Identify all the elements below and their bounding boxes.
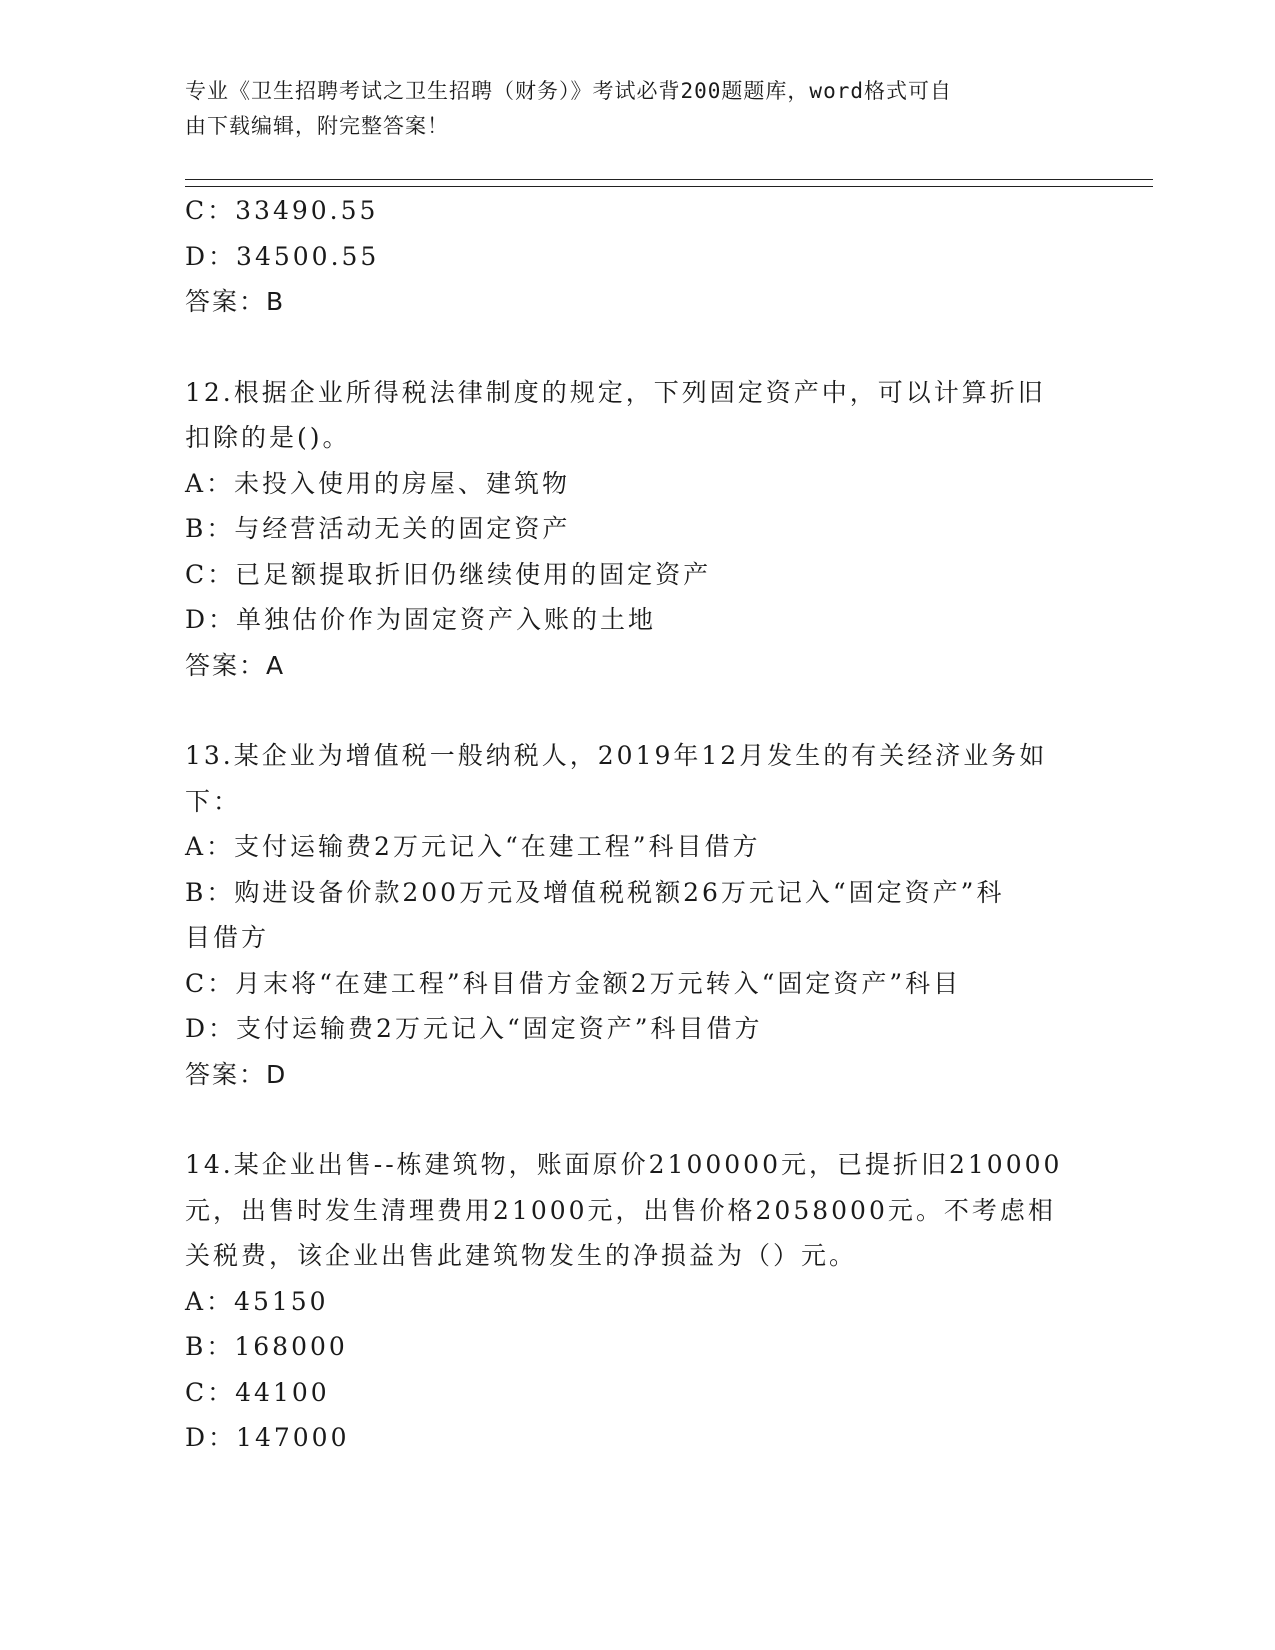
option-a: A：支付运输费2万元记入“在建工程”科目借方 xyxy=(185,832,761,861)
page-header xyxy=(185,74,1065,144)
option-d: D：单独估价作为固定资产入账的土地 xyxy=(185,605,657,634)
answer-line: 答案：B xyxy=(185,287,286,316)
spacer xyxy=(185,688,1085,733)
question-stem-continued: 扣除的是()。 xyxy=(185,423,351,452)
question-stem: 13.某企业为增值税一般纳税人，2019年12月发生的有关经济业务如 xyxy=(185,741,1048,770)
previous-question xyxy=(185,188,1085,325)
option-c: C：44100 xyxy=(185,1377,330,1407)
question-stem-continued: 关税费，该企业出售此建筑物发生的净损益为（）元。 xyxy=(185,1241,858,1270)
question-stem: 12.根据企业所得税法律制度的规定，下列固定资产中，可以计算折旧 xyxy=(185,377,1046,407)
header-line-1: 专业《卫生招聘考试之卫生招聘（财务）》考试必背200题题库，word格式可自 xyxy=(185,79,952,103)
option-a: A：45150 xyxy=(185,1286,329,1316)
option-b: B：与经营活动无关的固定资产 xyxy=(185,514,571,543)
option-c: C：月末将“在建工程”科目借方金额2万元转入“固定资产”科目 xyxy=(185,968,962,998)
question-12 xyxy=(185,370,1085,689)
question-13 xyxy=(185,733,1085,1097)
question-stem: 14.某企业出售--栋建筑物，账面原价2100000元，已提折旧210000 xyxy=(185,1150,1063,1179)
option-c: C：已足额提取折旧仍继续使用的固定资产 xyxy=(185,559,712,589)
option-b: B：168000 xyxy=(185,1332,348,1361)
option-d: D：支付运输费2万元记入“固定资产”科目借方 xyxy=(185,1014,763,1043)
question-stem-continued: 下： xyxy=(185,786,242,816)
option-b: B：购进设备价款200万元及增值税税额26万元记入“固定资产”科 xyxy=(185,877,1005,907)
question-list xyxy=(185,188,1085,1461)
header-divider xyxy=(185,179,1153,187)
option-b-continued: 目借方 xyxy=(185,923,270,952)
question-14 xyxy=(185,1142,1085,1461)
answer-line: 答案：A xyxy=(185,650,286,680)
option-c: C：33490.55 xyxy=(185,196,379,225)
spacer xyxy=(185,1097,1085,1142)
option-a: A：未投入使用的房屋、建筑物 xyxy=(185,468,571,498)
question-stem-continued: 元，出售时发生清理费用21000元，出售价格2058000元。不考虑相 xyxy=(185,1195,1056,1225)
header-line-2: 由下载编辑，附完整答案！ xyxy=(185,114,449,138)
option-d: D：34500.55 xyxy=(185,241,380,271)
answer-line: 答案：D xyxy=(185,1059,288,1089)
option-d: D：147000 xyxy=(185,1423,350,1452)
spacer xyxy=(185,325,1085,370)
